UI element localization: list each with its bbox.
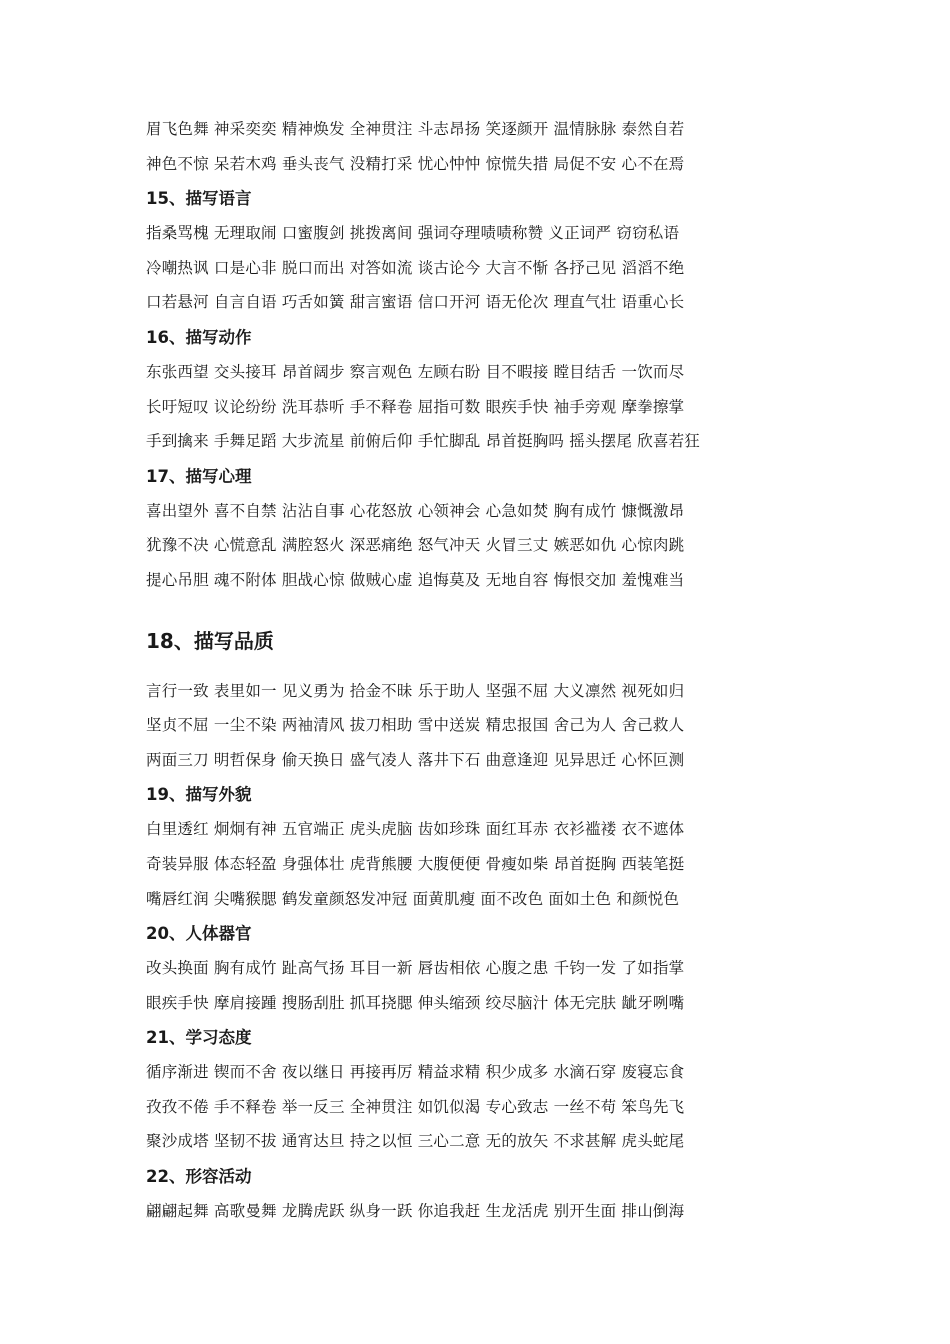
idiom-document <box>146 112 826 1229</box>
text-line: 聚沙成塔 坚韧不拔 通宵达旦 持之以恒 三心二意 无的放矢 不求甚解 虎头蛇尾 <box>146 1132 685 1151</box>
text-line: 翩翩起舞 高歌曼舞 龙腾虎跃 纵身一跃 你追我赶 生龙活虎 别开生面 排山倒海 <box>146 1202 685 1221</box>
text-line: 提心吊胆 魂不附体 胆战心惊 做贼心虚 追悔莫及 无地自容 悔恨交加 羞愧难当 <box>146 570 685 589</box>
text-line: 改头换面 胸有成竹 趾高气扬 耳目一新 唇齿相依 心腹之患 千钧一发 了如指掌 <box>146 959 685 978</box>
text-line: 孜孜不倦 手不释卷 举一反三 全神贯注 如饥似渴 专心致志 一丝不苟 笨鸟先飞 <box>146 1097 685 1116</box>
section-heading-18: 18、描写品质 <box>146 628 274 653</box>
text-line: 犹豫不决 心慌意乱 满腔怒火 深恶痛绝 怒气冲天 火冒三丈 嫉恶如仇 心惊肉跳 <box>146 536 685 555</box>
text-line: 两面三刀 明哲保身 偷天换日 盛气凌人 落井下石 曲意逢迎 见异思迁 心怀叵测 <box>146 750 685 769</box>
text-line: 眼疾手快 摩肩接踵 搜肠刮肚 抓耳挠腮 伸头缩颈 绞尽脑汁 体无完肤 龇牙咧嘴 <box>146 993 685 1012</box>
text-line: 长吁短叹 议论纷纷 洗耳恭听 手不释卷 屈指可数 眼疾手快 袖手旁观 摩拳擦掌 <box>146 397 685 416</box>
text-line: 神色不惊 呆若木鸡 垂头丧气 没精打采 忧心忡忡 惊慌失措 局促不安 心不在焉 <box>146 154 685 173</box>
text-line: 东张西望 交头接耳 昂首阔步 察言观色 左顾右盼 目不暇接 瞠目结舌 一饮而尽 <box>146 362 685 381</box>
section-heading-19: 19、描写外貌 <box>146 785 252 805</box>
text-line: 冷嘲热讽 口是心非 脱口而出 对答如流 谈古论今 大言不惭 各抒己见 滔滔不绝 <box>146 258 685 277</box>
section-heading-22: 22、形容活动 <box>146 1167 252 1187</box>
text-line: 循序渐进 锲而不舍 夜以继日 再接再厉 精益求精 积少成多 水滴石穿 废寝忘食 <box>146 1063 685 1082</box>
section-heading-20: 20、人体器官 <box>146 924 252 944</box>
text-line: 言行一致 表里如一 见义勇为 拾金不昧 乐于助人 坚强不屈 大义凛然 视死如归 <box>146 681 685 700</box>
text-line: 奇装异服 体态轻盈 身强体壮 虎背熊腰 大腹便便 骨瘦如柴 昂首挺胸 西装笔挺 <box>146 854 685 873</box>
text-line: 嘴唇红润 尖嘴猴腮 鹤发童颜怒发冲冠 面黄肌瘦 面不改色 面如土色 和颜悦色 <box>146 889 680 908</box>
text-line: 白里透红 炯炯有神 五官端正 虎头虎脑 齿如珍珠 面红耳赤 衣衫褴褛 衣不遮体 <box>146 820 685 839</box>
text-line: 坚贞不屈 一尘不染 两袖清风 拔刀相助 雪中送炭 精忠报国 舍己为人 舍己救人 <box>146 716 685 735</box>
text-line: 喜出望外 喜不自禁 沾沾自事 心花怒放 心领神会 心急如焚 胸有成竹 慷慨激昂 <box>146 501 685 520</box>
text-line: 指桑骂槐 无理取闹 口蜜腹剑 挑拨离间 强词夺理啧啧称赞 义正词严 窃窃私语 <box>146 224 680 243</box>
section-heading-17: 17、描写心理 <box>146 466 252 486</box>
section-heading-16: 16、描写动作 <box>146 327 252 347</box>
section-heading-15: 15、描写语言 <box>146 189 252 209</box>
text-line: 眉飞色舞 神采奕奕 精神焕发 全神贯注 斗志昂扬 笑逐颜开 温情脉脉 泰然自若 <box>146 120 685 138</box>
text-line: 口若悬河 自言自语 巧舌如簧 甜言蜜语 信口开河 语无伦次 理直气壮 语重心长 <box>146 293 685 312</box>
section-heading-21: 21、学习态度 <box>146 1028 252 1048</box>
text-line: 手到擒来 手舞足蹈 大步流星 前俯后仰 手忙脚乱 昂首挺胸吗 摇头摆尾 欣喜若狂 <box>146 432 700 451</box>
